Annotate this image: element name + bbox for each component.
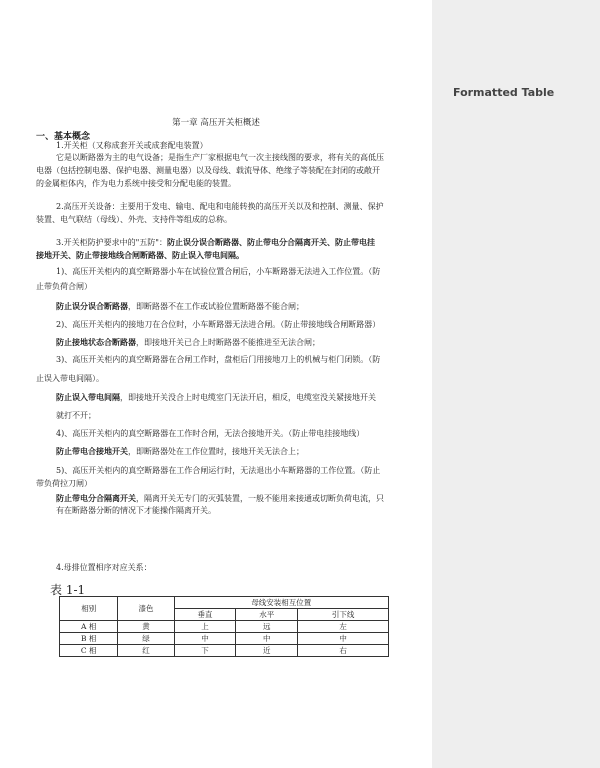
item5-line1: 5)、高压开关柜内的真空断路器在工作合闸运行时，无法退出小车断路器的工作位置。（防止 — [56, 466, 381, 475]
busbar-phase-table — [59, 596, 389, 657]
item3-line2: 止误入带电间隔）。 — [36, 374, 104, 383]
cell-vertical: 上 — [174, 621, 236, 633]
header-horizontal: 水平 — [236, 609, 298, 621]
section-heading: 一、基本概念 — [36, 132, 91, 142]
para2-line1: 2.高压开关设备：主要用于发电、输电、配电和电能转换的高压开关以及和控制、测量、保护 — [56, 202, 384, 211]
item4-line: 4)、高压开关柜内的真空断路器在工作时合闸，无法合接地开关。（防止带电挂接地线） — [56, 429, 365, 438]
item3-note-line2: 就打不开； — [56, 411, 96, 420]
item3-line1: 3)、高压开关柜内的真空断路器在合闸工作时，盘柜后门用接地刀上的机械与柜门闭锁。（防 — [56, 355, 381, 364]
cell-downlead: 中 — [298, 633, 389, 645]
para1-line4: 的金属柜体内，作为电力系统中接受和分配电能的装置。 — [36, 179, 236, 188]
para3-line1: 3.开关柜防护要求中的"五防"：防止误分误合断路器、防止带电分合隔离开关、防止带电挂 — [56, 237, 375, 247]
item1-note: 防止误分误合断路器，即断路器不在工作或试验位置断路器不能合闸； — [56, 301, 304, 311]
chapter-title: 第一章 高压开关柜概述 — [172, 118, 260, 128]
item4-note: 防止带电合接地开关，即断路器处在工作位置时，接地开关无法合上； — [56, 446, 304, 456]
table-row — [60, 621, 389, 633]
table-row — [60, 645, 389, 657]
header-position-group: 母线安装相互位置 — [174, 597, 388, 609]
item2-line: 2)、高压开关柜内的接地刀在合位时，小车断路器无法进合闸。（防止带接地线合闸断路器） — [56, 320, 381, 329]
cell-vertical: 中 — [174, 633, 236, 645]
cell-color: 绿 — [118, 633, 174, 645]
item3-note: 防止误入带电间隔，即接地开关没合上时电缆室门无法开启，相反，电缆室没关紧接地开关 — [56, 392, 376, 402]
item5-line2: 带负荷拉刀闸） — [36, 479, 92, 488]
cell-horizontal: 远 — [236, 621, 298, 633]
comment-sidebar — [432, 0, 600, 768]
item5-note-line2: 有在断路器分断的情况下才能操作隔离开关。 — [56, 506, 216, 515]
para4: 4.母排位置相序对应关系： — [56, 563, 152, 572]
item1-line1: 1)、高压开关柜内的真空断路器小车在试验位置合闸后，小车断路器无法进入工作位置。（防 — [56, 267, 381, 276]
para1-line3: 电器（包括控制电器、保护电器、测量电器）以及母线、载流导体、绝缘子等装配在封闭的或敞开 — [36, 166, 380, 175]
cell-horizontal: 中 — [236, 633, 298, 645]
item1-line2: 止带负荷合闸） — [36, 282, 92, 291]
cell-horizontal: 近 — [236, 645, 298, 657]
para1-line1: 1.开关柜（又称成套开关或成套配电装置） — [56, 141, 208, 150]
formatted-table-comment[interactable]: Formatted Table — [453, 86, 555, 99]
cell-color: 红 — [118, 645, 174, 657]
cell-phase: B 相 — [60, 633, 118, 645]
para1-line2: 它是以断路器为主的电气设备；是指生产厂家根据电气一次主接线图的要求，将有关的高低压 — [56, 153, 384, 162]
cell-vertical: 下 — [174, 645, 236, 657]
cell-phase: C 相 — [60, 645, 118, 657]
header-downlead: 引下线 — [298, 609, 389, 621]
item5-note: 防止带电分合隔离开关，隔离开关无专门的灭弧装置，一般不能用来接通或切断负荷电流，只 — [56, 493, 384, 503]
header-color: 漆色 — [118, 597, 174, 621]
table-caption: 表 1-1 — [50, 583, 86, 597]
cell-phase: A 相 — [60, 621, 118, 633]
para3-line2: 接地开关、防止带接地线合闸断路器、防止误入带电间隔。 — [36, 250, 244, 260]
table-row — [60, 633, 389, 645]
item2-note: 防止接地状态合断路器，即接地开关已合上时断路器不能推进至无法合闸； — [56, 337, 320, 347]
header-vertical: 垂直 — [174, 609, 236, 621]
cell-downlead: 右 — [298, 645, 389, 657]
para2-line2: 装置、电气联结（母线）、外壳、支持件等组成的总称。 — [36, 215, 232, 224]
cell-color: 黄 — [118, 621, 174, 633]
header-phase: 相别 — [60, 597, 118, 621]
cell-downlead: 左 — [298, 621, 389, 633]
